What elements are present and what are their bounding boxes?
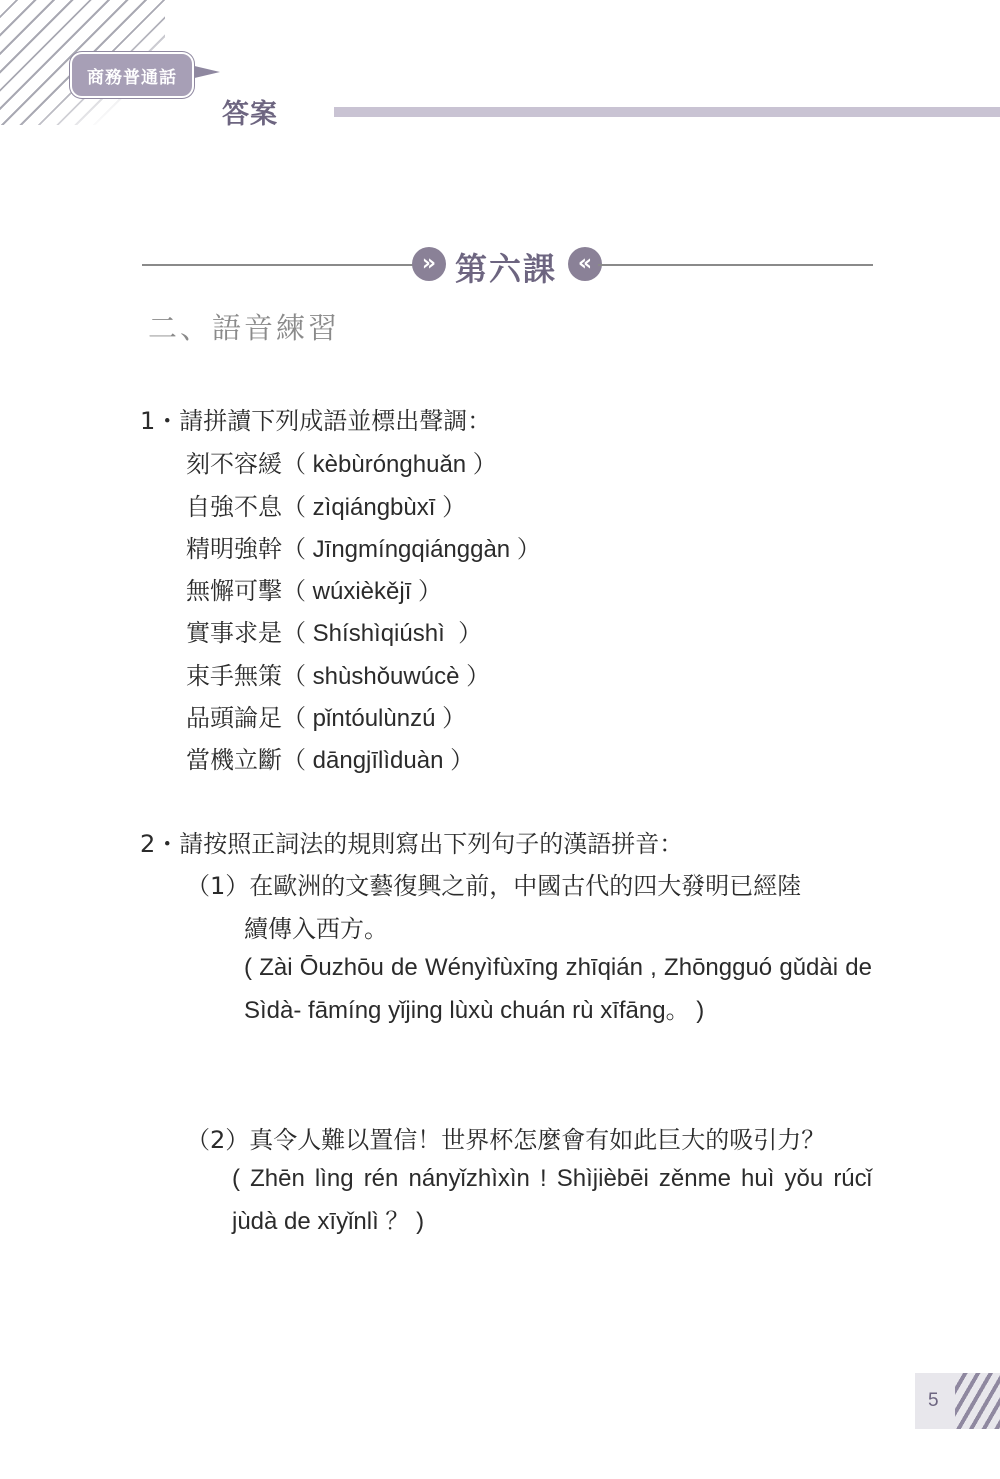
lesson-divider-left xyxy=(142,264,414,266)
idiom-row xyxy=(186,571,442,606)
idiom-pinyin: （ wúxièkějī ） xyxy=(282,578,443,605)
idiom-row xyxy=(186,656,490,691)
idiom-row xyxy=(186,529,541,564)
footer-hatch-decoration xyxy=(955,1373,1000,1429)
page-header-title: 答案 xyxy=(222,99,278,130)
idiom-row xyxy=(186,740,474,775)
idiom-pinyin: （ Shíshìqiúshì ） xyxy=(282,620,483,647)
double-chevron-left-icon: « xyxy=(568,247,602,281)
sentence-2-line-1: （2）真令人難以置信！世界杯怎麼會有如此巨大的吸引力？ xyxy=(186,1126,826,1154)
idiom-chinese: 品頭論足 xyxy=(186,704,282,732)
idiom-chinese: 精明強幹 xyxy=(186,535,282,563)
idiom-chinese: 束手無策 xyxy=(186,662,282,690)
lesson-divider-right xyxy=(598,264,873,266)
idiom-row xyxy=(186,613,482,648)
idiom-pinyin: （ dāngjīlìduàn ） xyxy=(282,747,475,774)
sentence-2-pinyin: ( Zhēn lìng rén nányǐzhìxìn ! Shìjièbēi zěnme huì yǒu rúcǐ jùdà de xīyǐnlì ？ ) xyxy=(232,1165,872,1235)
sentence-1-pinyin: ( Zài Ōuzhōu de Wényìfùxīng zhīqián , Zhōngguó gǔdài de Sìdà- fāmíng yǐjing lùxù chuán rù xīfāng。 ) xyxy=(244,954,872,1024)
idiom-pinyin: （ shùshǒuwúcè ） xyxy=(282,663,491,690)
sentence-1-line-2: 續傳入西方。 xyxy=(244,915,388,943)
brand-tag: 商務普通話 xyxy=(70,52,194,98)
idiom-pinyin: （ kèbùrónghuǎn ） xyxy=(282,451,497,478)
idiom-chinese: 刻不容緩 xyxy=(186,450,282,478)
idiom-pinyin: （ pǐntóulùnzú ） xyxy=(282,705,467,732)
section-heading: 二、語音練習 xyxy=(148,311,341,345)
header-bar xyxy=(334,107,1000,117)
idiom-chinese: 實事求是 xyxy=(186,619,282,647)
idiom-chinese: 當機立斷 xyxy=(186,746,282,774)
idiom-chinese: 無懈可擊 xyxy=(186,577,282,605)
double-chevron-right-icon: » xyxy=(412,247,446,281)
question-2-title: 2・請按照正詞法的規則寫出下列句子的漢語拼音： xyxy=(140,830,684,858)
idiom-row xyxy=(186,444,497,479)
page-number: 5 xyxy=(928,1390,939,1411)
lesson-title: 第六課 xyxy=(455,250,558,288)
question-1-title: 1・請拼讀下列成語並標出聲調： xyxy=(140,407,492,435)
idiom-chinese: 自強不息 xyxy=(186,493,282,521)
idiom-row xyxy=(186,487,466,522)
idiom-pinyin: （ zìqiángbùxī ） xyxy=(282,494,467,521)
sentence-1-line-1: （1）在歐洲的文藝復興之前，中國古代的四大發明已經陸 xyxy=(186,872,802,900)
idiom-pinyin: （ Jīngmíngqiánggàn ） xyxy=(282,536,541,563)
idiom-row xyxy=(186,698,466,733)
